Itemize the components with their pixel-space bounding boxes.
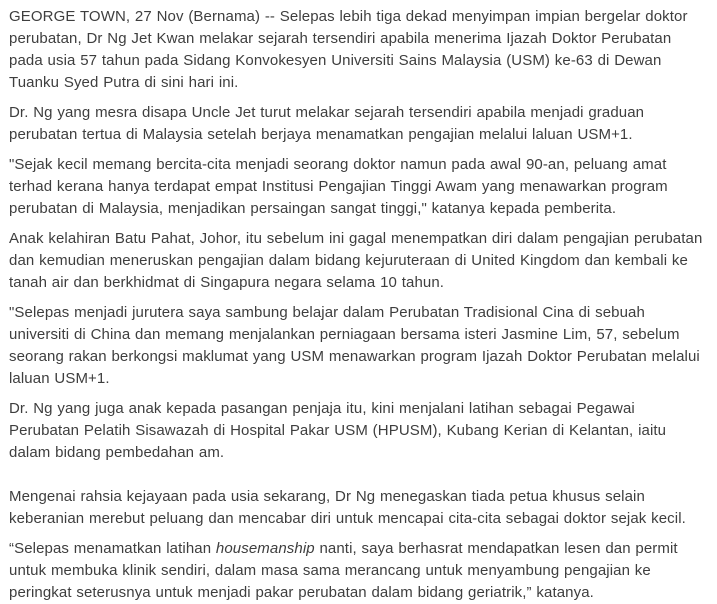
text-run: Dr. Ng yang mesra disapa Uncle Jet turut melakar sejarah tersendiri apabila menjadi graduan perubatan tertua di Malaysia setelah berjaya menamatkan pengajian melalui laluan USM+1. bbox=[9, 104, 645, 143]
article-paragraph bbox=[9, 302, 703, 390]
text-run: “Selepas menamatkan latihan bbox=[9, 540, 216, 557]
article-paragraph bbox=[9, 102, 703, 146]
text-run: "Selepas menjadi jurutera saya sambung belajar dalam Perubatan Tradisional Cina di sebuah universiti di China dan memang menjalankan perniagaan bersama isteri Jasmine Lim, 57, sebelum seorang rakan berkongsi maklumat yang USM menawarkan program Ijazah Doktor Perubatan melalui laluan USM+1. bbox=[9, 304, 700, 387]
text-run: Mengenai rahsia kejayaan pada usia sekarang, Dr Ng menegaskan tiada petua khusus selain keberanian merebut peluang dan mencabar diri untuk mencapai cita-cita sebagai doktor sejak kecil. bbox=[9, 488, 686, 527]
italic-text-run: housemanship bbox=[215, 540, 315, 557]
text-run: "Sejak kecil memang bercita-cita menjadi seorang doktor namun pada awal 90-an, peluang amat terhad kerana hanya terdapat empat Institusi Pengajian Tinggi Awam yang menawarkan program perubatan di Malaysia, menjadikan persaingan sangat tinggi," katanya kepada pemberita. bbox=[9, 156, 668, 217]
text-run: nanti, saya berhasrat mendapatkan lesen dan permit untuk membuka klinik sendiri, dalam masa sama merancang untuk menyambung pengajian ke peringkat seterusnya untuk menjadi pakar perubatan dalam bidang geriatrik,” katanya. bbox=[9, 540, 678, 601]
article-paragraph bbox=[9, 6, 703, 94]
article-paragraph bbox=[9, 154, 703, 220]
article-paragraph bbox=[9, 398, 703, 464]
text-run: GEORGE TOWN, 27 Nov (Bernama) -- Selepas lebih tiga dekad menyimpan impian bergelar doktor perubatan, Dr Ng Jet Kwan melakar sejarah tersendiri apabila menerima Ijazah Doktor Perubatan pada usia 57 tahun pada Sidang Konvokesyen Universiti Sains Malaysia (USM) ke-63 di Dewan Tuanku Syed Putra di sini hari ini. bbox=[9, 8, 688, 91]
article-paragraph bbox=[9, 486, 703, 530]
text-run: Anak kelahiran Batu Pahat, Johor, itu sebelum ini gagal menempatkan diri dalam pengajian perubatan dan kemudian meneruskan pengajian dalam bidang kejuruteraan di United Kingdom dan kembali ke tanah air dan berkhidmat di Singapura negara selama 10 tahun. bbox=[9, 230, 703, 291]
text-run: Dr. Ng yang juga anak kepada pasangan penjaja itu, kini menjalani latihan sebagai Pegawai Perubatan Pelatih Sisawazah di Hospital Pakar USM (HPUSM), Kubang Kerian di Kelantan, iaitu dalam bidang pembedahan am. bbox=[9, 400, 667, 461]
article-paragraph bbox=[9, 228, 703, 294]
article-paragraph bbox=[9, 538, 703, 604]
